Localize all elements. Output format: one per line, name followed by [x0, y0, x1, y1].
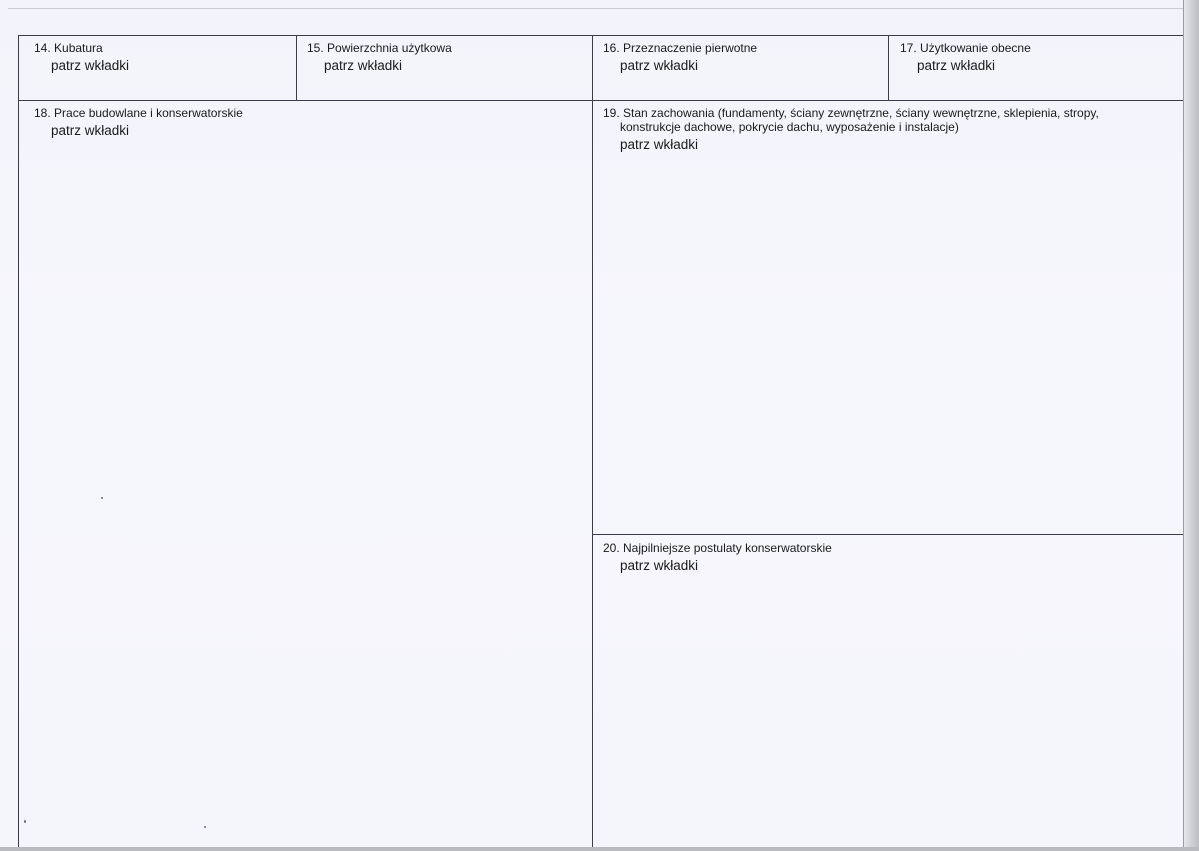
scan-speck [24, 820, 26, 823]
field-14-value: patrz wkładki [51, 58, 130, 73]
field-17-value: patrz wkładki [917, 58, 996, 73]
field-20-postulaty [603, 541, 832, 574]
field-14-kubatura [34, 41, 129, 74]
top-rule [8, 8, 1183, 9]
field-18-label: 18. Prace budowlane i konserwatorskie [34, 106, 243, 120]
page-right-edge-line [1183, 0, 1184, 851]
divider-15-16 [592, 35, 593, 849]
field-19-stan-zachowania [603, 106, 1099, 153]
field-19-value: patrz wkładki [620, 137, 699, 152]
field-14-label: 14. Kubatura [34, 41, 103, 55]
form-frame [18, 35, 1184, 849]
field-16-przeznaczenie [603, 41, 757, 74]
field-16-value: patrz wkładki [620, 58, 699, 73]
field-17-label: 17. Użytkowanie obecne [900, 41, 1031, 55]
field-20-label: 20. Najpilniejsze postulaty konserwatorskie [603, 541, 832, 555]
divider-16-17 [888, 35, 889, 100]
row-divider-top [18, 100, 1184, 101]
field-20-value: patrz wkładki [620, 558, 699, 573]
field-18-prace [34, 106, 243, 139]
divider-14-15 [296, 35, 297, 100]
field-16-label: 16. Przeznaczenie pierwotne [603, 41, 758, 55]
page-bottom-edge [0, 847, 1199, 851]
page-right-edge [1183, 0, 1199, 851]
scan-speck [204, 826, 206, 828]
field-15-label: 15. Powierzchnia użytkowa [307, 41, 452, 55]
field-19-label-line1: 19. Stan zachowania (fundamenty, ściany zewnętrzne, ściany wewnętrzne, sklepienia, stropy, [603, 106, 1099, 120]
field-18-value: patrz wkładki [51, 123, 130, 138]
row-divider-19-20 [592, 534, 1184, 535]
field-19-label-line2: konstrukcje dachowe, pokrycie dachu, wyposażenie i instalacje) [620, 120, 959, 134]
field-17-uzytkowanie [900, 41, 1031, 74]
scan-speck [101, 497, 103, 499]
field-15-value: patrz wkładki [324, 58, 403, 73]
field-15-powierzchnia [307, 41, 452, 74]
